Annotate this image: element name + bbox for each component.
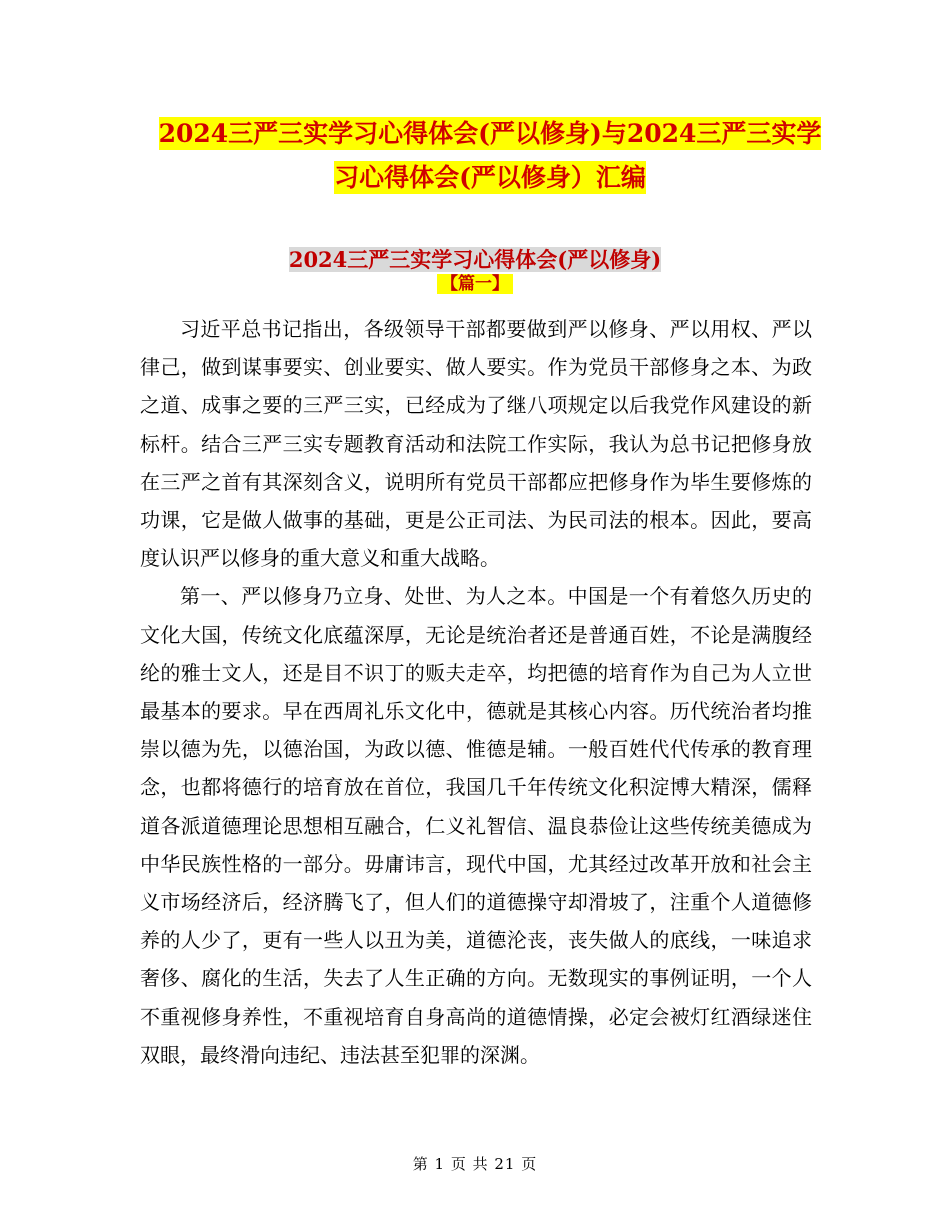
part-label-text: 【篇一】 — [437, 274, 513, 294]
section-title-text: 2024三严三实学习心得体会(严以修身) — [288, 247, 662, 272]
body-text — [140, 310, 812, 1074]
paragraph: 习近平总书记指出，各级领导干部都要做到严以修身、严以用权、严以律己，做到谋事要实、创业要实、做人要实。作为党员干部修身之本、为政之道、成事之要的三严三实，已经成为了继八项规定以后我党作风建设的新标杆。结合三严三实专题教育活动和法院工作实际，我认为总书记把修身放在三严之首有其深刻含义，说明所有党员干部都应把修身作为毕生要修炼的功课，它是做人做事的基础，更是公正司法、为民司法的根本。因此，要高度认识严以修身的重大意义和重大战略。 — [140, 317, 812, 571]
part-label — [140, 272, 810, 296]
page-footer: 第 1 页 共 21 页 — [412, 1155, 538, 1173]
section-title — [140, 246, 810, 274]
document-title — [150, 112, 830, 200]
document-title-text: 2024三严三实学习心得体会(严以修身)与2024三严三实学习心得体会(严以修身）汇编 — [158, 119, 822, 192]
paragraph: 第一、严以修身乃立身、处世、为人之本。中国是一个有着悠久历史的文化大国，传统文化底蕴深厚，无论是统治者还是普通百姓，不论是满腹经纶的雅士文人，还是目不识丁的贩夫走卒，均把德的培育作为自己为人立世最基本的要求。早在西周礼乐文化中，德就是其核心内容。历代统治者均推崇以德为先，以德治国，为政以德、惟德是辅。一般百姓代代传承的教育理念，也都将德行的培育放在首位，我国几千年传统文化积淀博大精深，儒释道各派道德理论思想相互融合，仁义礼智信、温良恭俭让这些传统美德成为中华民族性格的一部分。毋庸讳言，现代中国，尤其经过改革开放和社会主义市场经济后，经济腾飞了，但人们的道德操守却滑坡了，注重个人道德修养的人少了，更有一些人以丑为美，道德沦丧，丧失做人的底线，一味追求奢侈、腐化的生活，失去了人生正确的方向。无数现实的事例证明，一个人不重视修身养性，不重视培育自身高尚的道德情操，必定会被灯红酒绿迷住双眼，最终滑向违纪、违法甚至犯罪的深渊。 — [140, 584, 812, 1067]
